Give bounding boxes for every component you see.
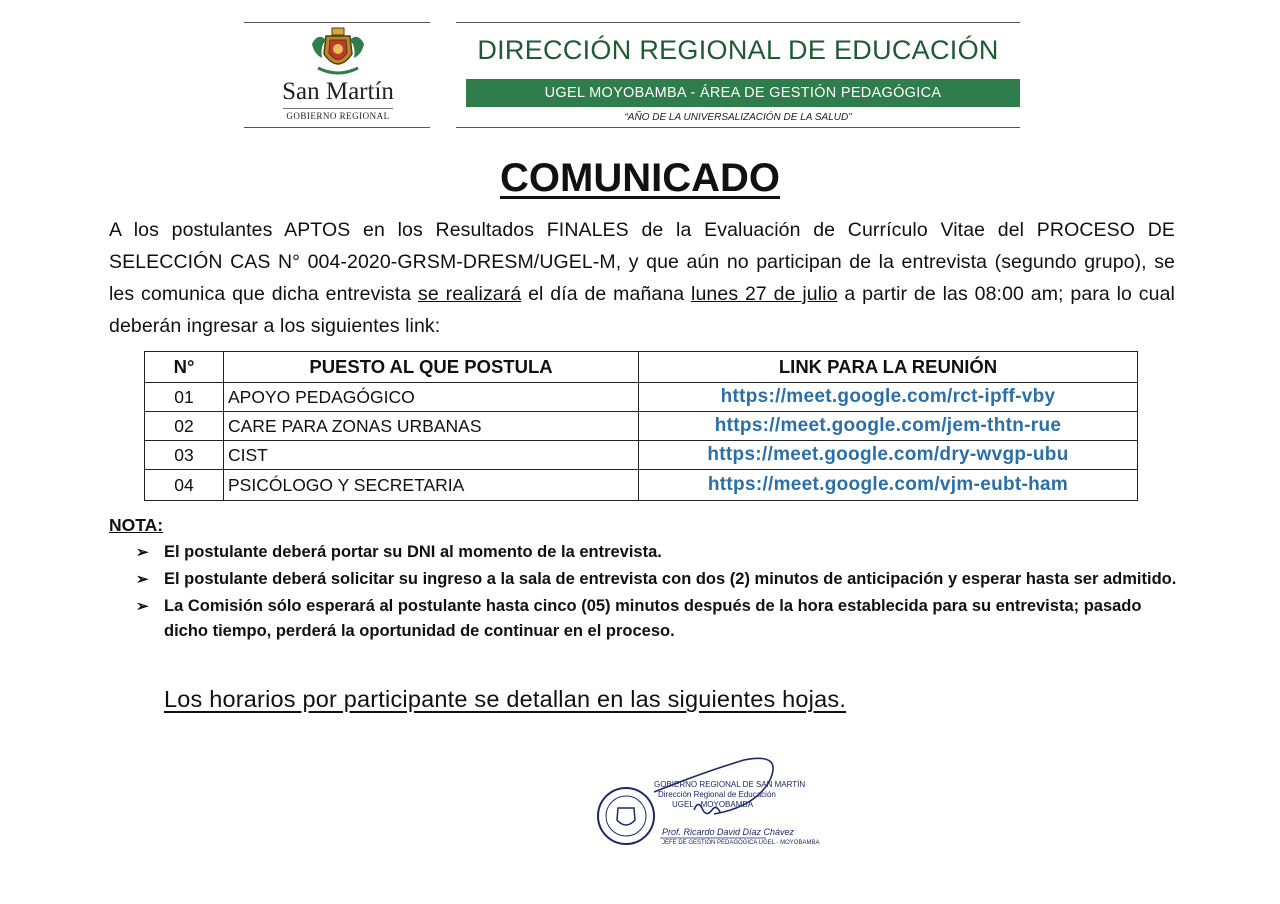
logo-subtitle: GOBIERNO REGIONAL xyxy=(283,108,393,121)
row-number: 04 xyxy=(145,470,224,501)
regional-government-logo xyxy=(246,24,430,124)
row-position: CARE PARA ZONAS URBANAS xyxy=(224,412,639,441)
header-link: LINK PARA LA REUNIÓN xyxy=(639,352,1138,383)
schedule-notice: Los horarios por participante se detallan en las siguientes hojas. xyxy=(164,686,847,712)
meeting-link[interactable]: https://meet.google.com/vjm-eubt-ham xyxy=(639,470,1138,501)
table-header-row xyxy=(145,352,1138,383)
coat-of-arms-icon xyxy=(308,24,368,78)
paragraph-part-3: a partir de las 08:00 am; para lo cual deberán ingresar a los siguientes link: xyxy=(109,283,1175,337)
note-text: El postulante deberá solicitar su ingreso a la sala de entrevista con dos (2) minutos de anticipación y esperar hasta ser admitido. xyxy=(164,570,1177,588)
header-number: N° xyxy=(145,352,224,383)
row-number: 02 xyxy=(145,412,224,441)
list-item xyxy=(136,540,1178,565)
table-row xyxy=(145,470,1138,501)
arrow-bullet-icon: ➢ xyxy=(136,598,149,615)
notes-list xyxy=(136,540,1178,646)
notes-heading xyxy=(109,515,163,536)
meeting-link[interactable]: https://meet.google.com/dry-wvgp-ubu xyxy=(639,441,1138,470)
stamp-line-2: Dirección Regional de Educación xyxy=(658,790,776,799)
table-row xyxy=(145,383,1138,412)
notes-label: NOTA xyxy=(109,515,158,535)
stamp-line-3: UGEL - MOYOBAMBA xyxy=(672,800,754,809)
row-position: PSICÓLOGO Y SECRETARIA xyxy=(224,470,639,501)
stamp-line-4: Prof. Ricardo David Díaz Chávez xyxy=(662,827,795,837)
arrow-bullet-icon: ➢ xyxy=(136,544,149,561)
institution-title: DIRECCIÓN REGIONAL DE EDUCACIÓN xyxy=(477,35,999,65)
document-title xyxy=(0,156,1280,201)
paragraph-part-1: A los postulantes APTOS en los Resultados FINALES de la Evaluación de Currículo Vitae del PROCESO DE SELECCIÓN CAS N° 004-2020-GRSM-DRESM/UGEL-M, y que aún no participan de la entrevista (segundo grupo), se les comunica que dicha entrevista xyxy=(109,219,1175,305)
row-position: CIST xyxy=(224,441,639,470)
paragraph-underlined-1: se realizará xyxy=(418,283,522,305)
document-title-text: COMUNICADO xyxy=(500,156,780,200)
arrow-bullet-icon: ➢ xyxy=(136,571,149,588)
list-item xyxy=(136,594,1178,644)
row-number: 01 xyxy=(145,383,224,412)
stamp-line-1: GOBIERNO REGIONAL DE SAN MARTÍN xyxy=(654,780,806,789)
row-number: 03 xyxy=(145,441,224,470)
header-rule-top-left xyxy=(244,22,430,23)
header-rule-bottom-right xyxy=(456,127,1020,128)
meeting-link[interactable]: https://meet.google.com/rct-ipff-vby xyxy=(639,383,1138,412)
note-text: La Comisión sólo esperará al postulante hasta cinco (05) minutos después de la hora establecida para su entrevista; pasado dicho tiempo, perderá la oportunidad de continuar en el proceso. xyxy=(164,597,1142,640)
stamp-line-5: JEFE DE GESTIÓN PEDAGÓGICA UGEL - MOYOBAMBA xyxy=(662,840,820,846)
list-item xyxy=(136,567,1178,592)
announcement-paragraph xyxy=(109,214,1175,342)
logo-name: San Martín xyxy=(282,78,394,105)
header-rule-top-right xyxy=(456,22,1020,23)
paragraph-underlined-2: lunes 27 de julio xyxy=(691,283,838,305)
note-text: El postulante deberá portar su DNI al momento de la entrevista. xyxy=(164,543,662,561)
paragraph-part-2: el día de mañana xyxy=(521,283,692,305)
year-motto: “AÑO DE LA UNIVERSALIZACIÓN DE LA SALUD” xyxy=(624,112,852,123)
header-rule-bottom-left xyxy=(244,127,430,128)
ugel-banner: UGEL MOYOBAMBA - ÁREA DE GESTIÓN PEDAGÓGICA xyxy=(466,79,1020,107)
table-row xyxy=(145,441,1138,470)
meeting-link[interactable]: https://meet.google.com/jem-thtn-rue xyxy=(639,412,1138,441)
meeting-links-table xyxy=(144,351,1138,501)
notes-colon: : xyxy=(157,515,164,535)
header-position: PUESTO AL QUE POSTULA xyxy=(224,352,639,383)
table-row xyxy=(145,412,1138,441)
row-position: APOYO PEDAGÓGICO xyxy=(224,383,639,412)
